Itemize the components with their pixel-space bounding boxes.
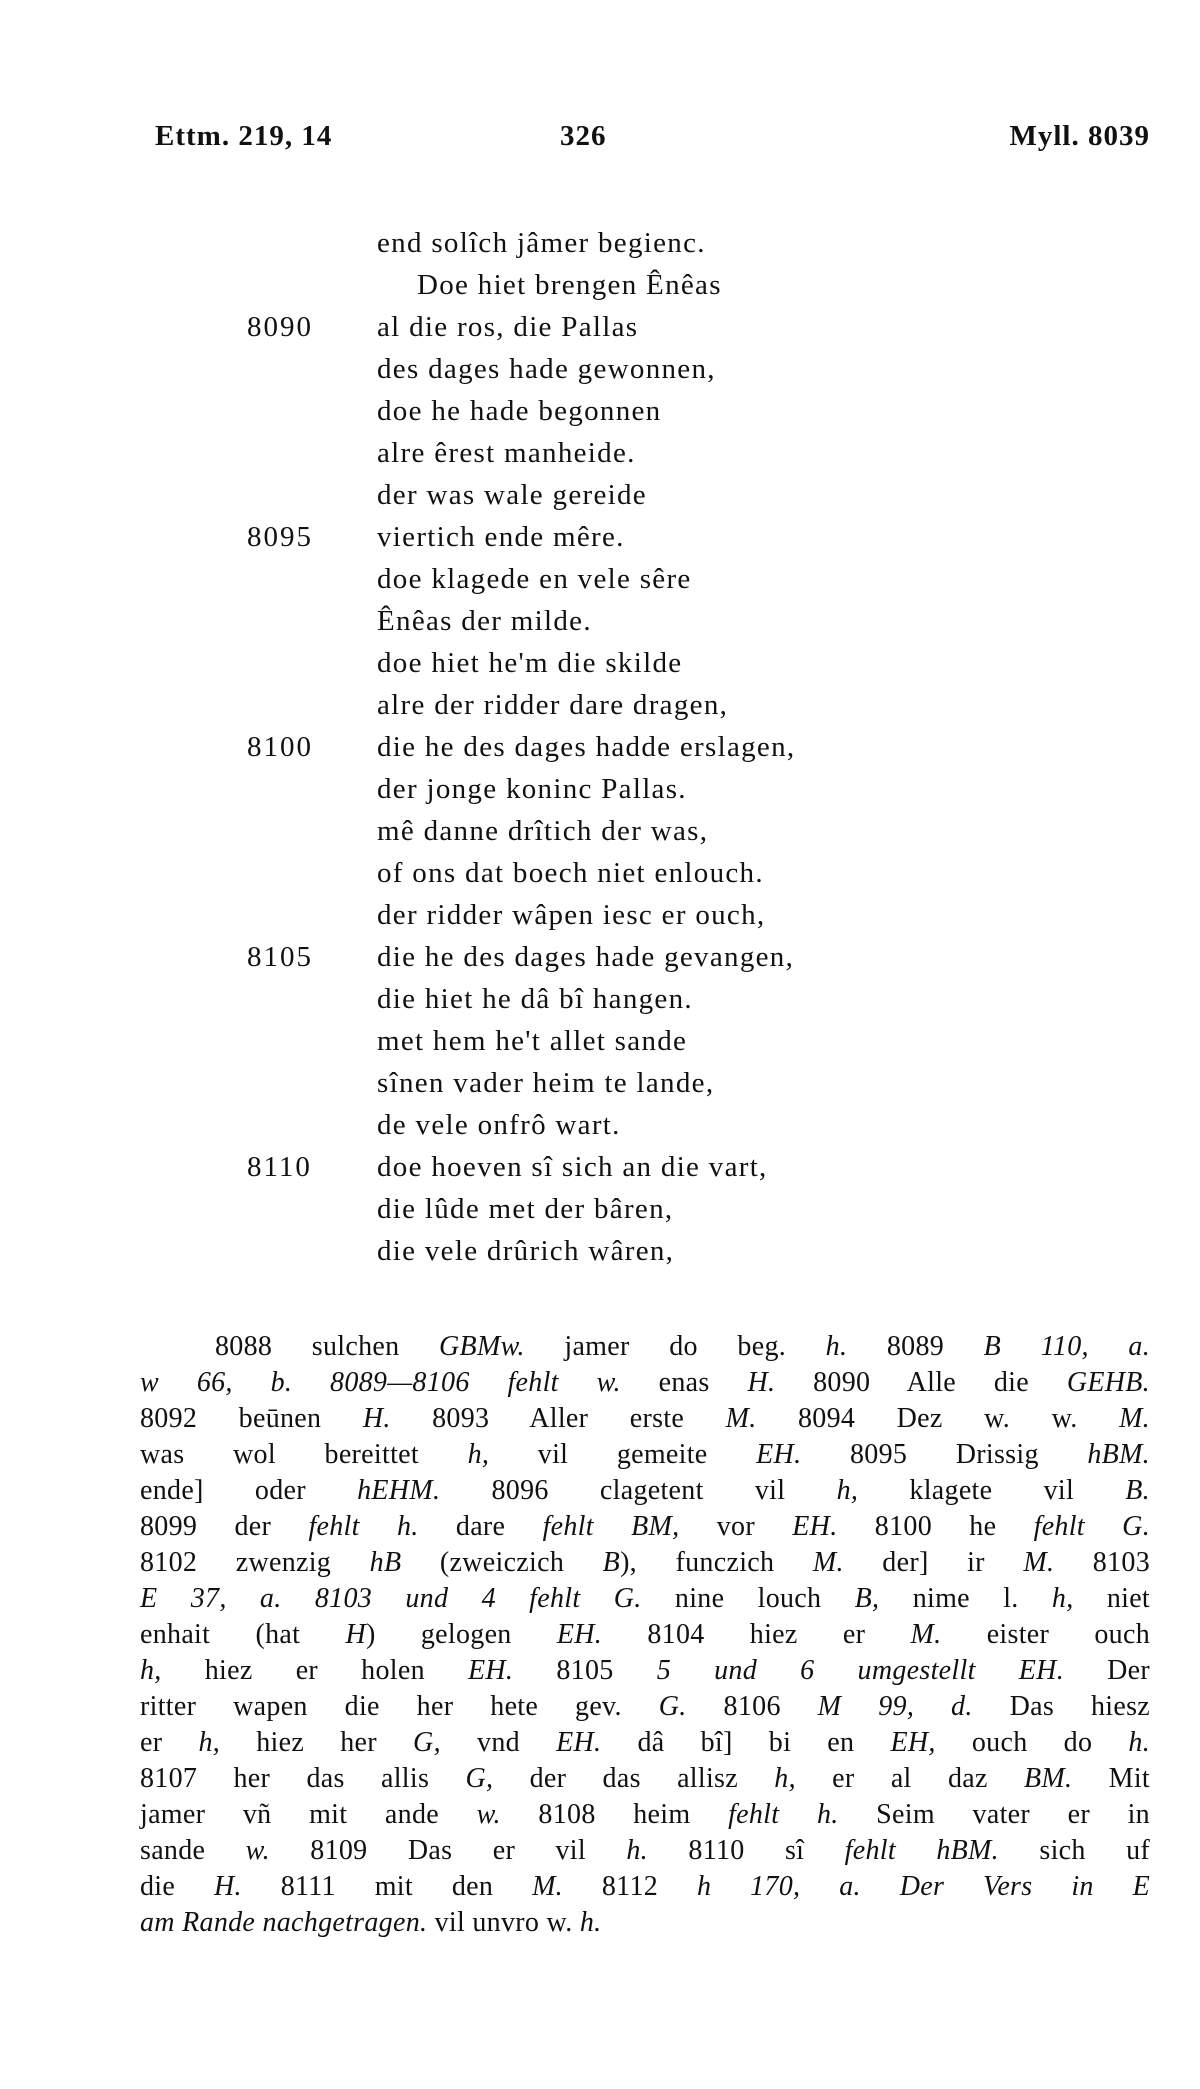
- footnote-text: 8108 heim: [500, 1799, 729, 1830]
- verse-line-text: Ênêas der milde.: [377, 605, 592, 637]
- verse-line: [0, 474, 1200, 516]
- footnote-line: [140, 1725, 1150, 1761]
- footnote-text: 8109 Das er vil: [269, 1835, 627, 1866]
- verse-line: [0, 1230, 1200, 1272]
- verse-line: [0, 684, 1200, 726]
- footnote-line: [140, 1329, 1150, 1365]
- footnote-line: [140, 1905, 1150, 1941]
- footnote-text: 8089: [847, 1331, 984, 1362]
- verse-line-text: doe hoeven sî sich an die vart,: [377, 1151, 768, 1183]
- verse-line: [0, 642, 1200, 684]
- verse-line: [0, 852, 1200, 894]
- footnote-line: [140, 1797, 1150, 1833]
- footnote-text: 8095 Drissig: [801, 1439, 1088, 1470]
- page-number: 326: [560, 120, 607, 152]
- verse-line: [0, 726, 1200, 768]
- footnote-text: 8111 mit den: [241, 1871, 533, 1902]
- footnote-text: was wol bereittet: [140, 1439, 468, 1470]
- footnote-text: 8088 sulchen: [215, 1331, 440, 1362]
- footnote-siglum: G,: [465, 1763, 494, 1794]
- footnote-line: [140, 1617, 1150, 1653]
- verse-line: [0, 936, 1200, 978]
- footnote-line: [140, 1473, 1150, 1509]
- footnote-siglum: fehlt hBM.: [844, 1835, 999, 1866]
- footnote-text: Seim vater er in: [838, 1799, 1150, 1830]
- verse-line: [0, 264, 1200, 306]
- verse-line: [0, 1104, 1200, 1146]
- footnote-siglum: h,: [774, 1763, 796, 1794]
- footnote-text: dare: [418, 1511, 543, 1542]
- verse-line-text: de vele onfrô wart.: [377, 1109, 621, 1141]
- footnote-text: ritter wapen die her hete gev.: [140, 1691, 659, 1722]
- footnote-siglum: w 66, b. 8089—8106 fehlt w.: [140, 1367, 621, 1398]
- footnote-text: 8112: [563, 1871, 697, 1902]
- verse-line: [0, 600, 1200, 642]
- verse-line-text: mê danne drîtich der was,: [377, 815, 709, 847]
- line-number: 8095: [247, 521, 313, 553]
- line-number: 8105: [247, 941, 313, 973]
- footnote-siglum: GBMw.: [439, 1331, 525, 1362]
- verse-line-text: doe klagede en vele sêre: [377, 563, 692, 595]
- verse-line: [0, 978, 1200, 1020]
- verse-line: [0, 222, 1200, 264]
- verse-line-text: end solîch jâmer begienc.: [377, 227, 706, 259]
- footnote-siglum: fehlt h.: [728, 1799, 839, 1830]
- footnote-siglum: M.: [812, 1547, 844, 1578]
- footnote-siglum: h.: [579, 1907, 602, 1938]
- verse-line: [0, 306, 1200, 348]
- running-head-right: Myll. 8039: [1009, 120, 1150, 152]
- verse-line-text: die lûde met der bâren,: [377, 1193, 674, 1225]
- footnote-siglum: am Rande nachgetragen.: [140, 1907, 428, 1938]
- footnote-line: [140, 1761, 1150, 1797]
- footnote-text: ouch do: [935, 1727, 1129, 1758]
- footnote-siglum: B 110, a.: [983, 1331, 1150, 1362]
- footnote-text: 8103: [1054, 1547, 1150, 1578]
- verse-line: [0, 1146, 1200, 1188]
- footnote-text: eister ouch: [941, 1619, 1151, 1650]
- footnote-line: [140, 1869, 1150, 1905]
- verse-line-text: die he des dages hadde erslagen,: [377, 731, 796, 763]
- footnote-text: 8100 he: [837, 1511, 1034, 1542]
- footnote-siglum: EH.: [468, 1655, 514, 1686]
- verse-line: [0, 1062, 1200, 1104]
- footnote-siglum: fehlt G.: [1033, 1511, 1151, 1542]
- footnote-siglum: w.: [476, 1799, 501, 1830]
- footnote-text: Der: [1064, 1655, 1150, 1686]
- footnote-text: niet: [1073, 1583, 1150, 1614]
- footnote-text: 8092 beūnen: [140, 1403, 363, 1434]
- verse-line: [0, 348, 1200, 390]
- verse-line-text: al die ros, die Pallas: [377, 311, 639, 343]
- verse-text: [0, 222, 1200, 1272]
- verse-line: [0, 810, 1200, 852]
- footnote-line: [140, 1437, 1150, 1473]
- line-number: 8110: [247, 1151, 312, 1183]
- verse-line: [0, 1188, 1200, 1230]
- verse-line-text: der was wale gereide: [377, 479, 647, 511]
- line-number: 8090: [247, 311, 313, 343]
- footnote-text: er al daz: [795, 1763, 1024, 1794]
- footnote-text: hiez er holen: [161, 1655, 468, 1686]
- footnote-text: 8106: [686, 1691, 818, 1722]
- verse-line: [0, 1020, 1200, 1062]
- footnote-text: Das hiesz: [972, 1691, 1150, 1722]
- line-number: 8100: [247, 731, 313, 763]
- footnote-text: der das allisz: [493, 1763, 775, 1794]
- footnote-line: [140, 1509, 1150, 1545]
- footnote-text: vil unvro w.: [427, 1907, 580, 1938]
- footnote-line: [140, 1581, 1150, 1617]
- footnote-line: [140, 1365, 1150, 1401]
- footnote-siglum: H.: [214, 1871, 242, 1902]
- footnote-siglum: GEHB.: [1066, 1367, 1150, 1398]
- footnote-text: 8099 der: [140, 1511, 309, 1542]
- footnote-siglum: H: [345, 1619, 366, 1650]
- verse-line-text: doe hiet he'm die skilde: [377, 647, 683, 679]
- footnote-siglum: h,: [467, 1439, 490, 1470]
- verse-line-text: alre der ridder dare dragen,: [377, 689, 729, 721]
- verse-line: [0, 768, 1200, 810]
- footnote-siglum: M.: [910, 1619, 942, 1650]
- footnote-siglum: G.: [658, 1691, 687, 1722]
- footnote-line: [140, 1545, 1150, 1581]
- footnote-text: nine louch: [641, 1583, 855, 1614]
- footnote-text: die: [140, 1871, 214, 1902]
- footnote-text: jamer vñ mit ande: [140, 1799, 477, 1830]
- footnote-siglum: fehlt h.: [308, 1511, 419, 1542]
- footnote-text: 8104 hiez er: [602, 1619, 911, 1650]
- footnote-text: jamer do beg.: [524, 1331, 826, 1362]
- footnote-siglum: h.: [626, 1835, 648, 1866]
- footnote-text: der] ir: [843, 1547, 1024, 1578]
- footnote-text: er: [140, 1727, 199, 1758]
- verse-line-text: Doe hiet brengen Ênêas: [417, 269, 722, 301]
- footnote-siglum: hEHM.: [357, 1475, 441, 1506]
- footnote-siglum: hB: [369, 1547, 402, 1578]
- footnote-text: enhait (hat: [140, 1619, 346, 1650]
- running-head-left: Ettm. 219, 14: [155, 120, 333, 152]
- verse-line-text: doe he hade begonnen: [377, 395, 662, 427]
- verse-line-text: die vele drûrich wâren,: [377, 1235, 675, 1267]
- footnote-siglum: w.: [245, 1835, 270, 1866]
- verse-line: [0, 558, 1200, 600]
- footnote-text: sande: [140, 1835, 246, 1866]
- verse-line-text: alre êrest manheide.: [377, 437, 636, 469]
- verse-line-text: des dages hade gewonnen,: [377, 353, 716, 385]
- footnote-siglum: G,: [413, 1727, 441, 1758]
- verse-line-text: met hem he't allet sande: [377, 1025, 688, 1057]
- footnote-text: vnd: [440, 1727, 557, 1758]
- footnote-siglum: EH.: [756, 1439, 802, 1470]
- verse-line-text: viertich ende mêre.: [377, 521, 625, 553]
- footnote-siglum: E 37, a. 8103 und 4 fehlt G.: [140, 1583, 642, 1614]
- footnote-text: ), funczich: [620, 1547, 813, 1578]
- footnote-text: (zweiczich: [401, 1547, 603, 1578]
- footnote-line: [140, 1689, 1150, 1725]
- verse-line-text: sînen vader heim te lande,: [377, 1067, 715, 1099]
- footnote-siglum: B,: [854, 1583, 880, 1614]
- footnote-text: 8093 Aller erste: [390, 1403, 726, 1434]
- footnote-text: nime l.: [879, 1583, 1052, 1614]
- footnote-text: 8105: [513, 1655, 657, 1686]
- footnote-siglum: M.: [1023, 1547, 1055, 1578]
- footnote-text: vor: [679, 1511, 793, 1542]
- footnote-siglum: M.: [1119, 1403, 1150, 1434]
- verse-line: [0, 894, 1200, 936]
- footnote-text: ende] oder: [140, 1475, 358, 1506]
- footnote-text: 8090 Alle die: [775, 1367, 1067, 1398]
- footnote-siglum: h,: [1051, 1583, 1074, 1614]
- footnote-text: ) gelogen: [365, 1619, 557, 1650]
- footnote-siglum: h,: [198, 1727, 221, 1758]
- footnote-siglum: h 170, a. Der Vers in E: [696, 1871, 1150, 1902]
- footnote-text: hiez her: [220, 1727, 414, 1758]
- verse-line: [0, 432, 1200, 474]
- footnote-text: Mit: [1072, 1763, 1150, 1794]
- verse-line-text: der ridder wâpen iesc er ouch,: [377, 899, 766, 931]
- verse-line-text: of ons dat boech niet enlouch.: [377, 857, 764, 889]
- footnote-siglum: hBM.: [1087, 1439, 1150, 1470]
- footnote-siglum: B: [602, 1547, 621, 1578]
- footnote-siglum: h.: [825, 1331, 848, 1362]
- footnote-siglum: H.: [362, 1403, 391, 1434]
- footnote-text: enas: [620, 1367, 748, 1398]
- footnote-siglum: fehlt BM,: [542, 1511, 680, 1542]
- verse-line-text: die hiet he dâ bî hangen.: [377, 983, 693, 1015]
- verse-line-text: der jonge koninc Pallas.: [377, 773, 687, 805]
- footnote-siglum: h,: [836, 1475, 859, 1506]
- footnote-text: 8102 zwenzig: [140, 1547, 370, 1578]
- footnote-text: dâ bî] bi en: [601, 1727, 891, 1758]
- footnote-siglum: B.: [1125, 1475, 1150, 1506]
- footnote-text: sich uf: [998, 1835, 1151, 1866]
- verse-line: [0, 390, 1200, 432]
- footnote-text: klagete vil: [858, 1475, 1126, 1506]
- footnote-siglum: 5 und 6 umgestellt EH.: [656, 1655, 1064, 1686]
- verse-line: [0, 516, 1200, 558]
- footnote-text: 8094 Dez w. w.: [756, 1403, 1120, 1434]
- footnote-siglum: EH.: [792, 1511, 838, 1542]
- footnote-text: vil gemeite: [489, 1439, 757, 1470]
- footnote-line: [140, 1653, 1150, 1689]
- verse-line-text: die he des dages hade gevangen,: [377, 941, 795, 973]
- footnote-text: 8096 clagetent vil: [440, 1475, 837, 1506]
- footnote-line: [140, 1401, 1150, 1437]
- footnote-siglum: M.: [532, 1871, 563, 1902]
- critical-apparatus: [140, 1329, 1150, 1941]
- footnote-siglum: H.: [747, 1367, 776, 1398]
- footnote-siglum: BM.: [1024, 1763, 1073, 1794]
- footnote-text: 8110 sî: [647, 1835, 845, 1866]
- footnote-siglum: EH.: [556, 1619, 603, 1650]
- footnote-siglum: M.: [725, 1403, 757, 1434]
- footnote-siglum: h.: [1128, 1727, 1150, 1758]
- footnote-siglum: M 99, d.: [817, 1691, 973, 1722]
- footnote-siglum: EH,: [890, 1727, 936, 1758]
- footnote-line: [140, 1833, 1150, 1869]
- footnote-text: 8107 her das allis: [140, 1763, 466, 1794]
- footnote-siglum: h,: [140, 1655, 162, 1686]
- footnote-siglum: EH.: [556, 1727, 602, 1758]
